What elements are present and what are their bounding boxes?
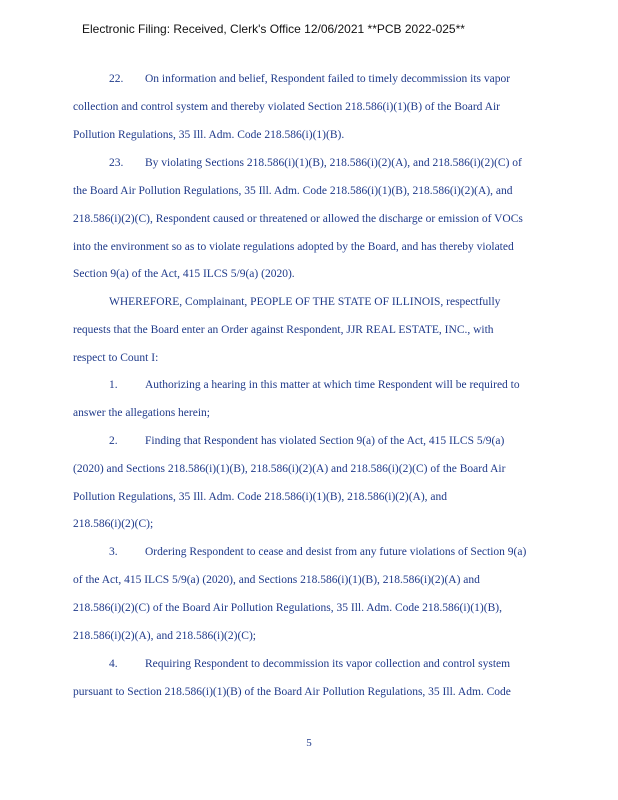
relief-4-line-1 (109, 657, 510, 671)
paragraph-number: 22. (109, 73, 124, 85)
page-number: 5 (306, 737, 312, 749)
paragraph-text: On information and belief, Respondent failed to timely decommission its vapor (145, 73, 511, 85)
relief-1-line-1 (109, 378, 520, 392)
relief-text: Ordering Respondent to cease and desist from any future violations of Section 9(a) (145, 546, 527, 558)
relief-2-line-3: Pollution Regulations, 35 Ill. Adm. Code 218.586(i)(1)(B), 218.586(i)(2)(A), and (73, 491, 448, 503)
wherefore-line-3: respect to Count I: (73, 352, 159, 364)
paragraph-number: 23. (109, 157, 124, 169)
relief-3-line-1 (109, 545, 526, 559)
relief-number: 1. (109, 379, 118, 391)
wherefore-line-2: requests that the Board enter an Order against Respondent, JJR REAL ESTATE, INC., with (73, 324, 494, 336)
paragraph-23-line-4: into the environment so as to violate regulations adopted by the Board, and has thereby violated (73, 241, 514, 253)
relief-text: Finding that Respondent has violated Section 9(a) of the Act, 415 ILCS 5/9(a) (145, 435, 505, 447)
relief-number: 2. (109, 435, 118, 447)
relief-2-line-1 (109, 434, 504, 448)
relief-3-line-4: 218.586(i)(2)(A), and 218.586(i)(2)(C); (73, 630, 256, 642)
paragraph-23-line-2: the Board Air Pollution Regulations, 35 Ill. Adm. Code 218.586(i)(1)(B), 218.586(i)(2)(A), and (73, 185, 513, 197)
filing-stamp-header: Electronic Filing: Received, Clerk's Office 12/06/2021 **PCB 2022-025** (82, 22, 465, 36)
relief-text: Requiring Respondent to decommission its vapor collection and control system (145, 658, 511, 670)
paragraph-text: By violating Sections 218.586(i)(1)(B), 218.586(i)(2)(A), and 218.586(i)(2)(C) of (145, 157, 522, 169)
relief-2-line-4: 218.586(i)(2)(C); (73, 518, 154, 530)
paragraph-22-line-2: collection and control system and thereby violated Section 218.586(i)(1)(B) of the Board Air (73, 101, 500, 113)
paragraph-22-line-1 (109, 72, 510, 86)
relief-4-line-2: pursuant to Section 218.586(i)(1)(B) of the Board Air Pollution Regulations, 35 Ill. Adm. Code (73, 686, 511, 698)
relief-2-line-2: (2020) and Sections 218.586(i)(1)(B), 218.586(i)(2)(A) and 218.586(i)(2)(C) of the Board Air (73, 463, 506, 475)
paragraph-22-line-3: Pollution Regulations, 35 Ill. Adm. Code 218.586(i)(1)(B). (73, 129, 345, 141)
relief-number: 4. (109, 658, 118, 670)
paragraph-23-line-3: 218.586(i)(2)(C), Respondent caused or threatened or allowed the discharge or emission of VOCs (73, 213, 523, 225)
wherefore-line-1: WHEREFORE, Complainant, PEOPLE OF THE STATE OF ILLINOIS, respectfully (109, 296, 501, 308)
relief-text: Authorizing a hearing in this matter at which time Respondent will be required to (145, 379, 520, 391)
relief-3-line-2: of the Act, 415 ILCS 5/9(a) (2020), and Sections 218.586(i)(1)(B), 218.586(i)(2)(A) and (73, 574, 480, 586)
relief-1-line-2: answer the allegations herein; (73, 407, 210, 419)
paragraph-23-line-5: Section 9(a) of the Act, 415 ILCS 5/9(a) (2020). (73, 268, 295, 280)
relief-number: 3. (109, 546, 118, 558)
relief-3-line-3: 218.586(i)(2)(C) of the Board Air Pollution Regulations, 35 Ill. Adm. Code 218.586(i)(1)(B), (73, 602, 502, 614)
paragraph-23-line-1 (109, 156, 522, 170)
